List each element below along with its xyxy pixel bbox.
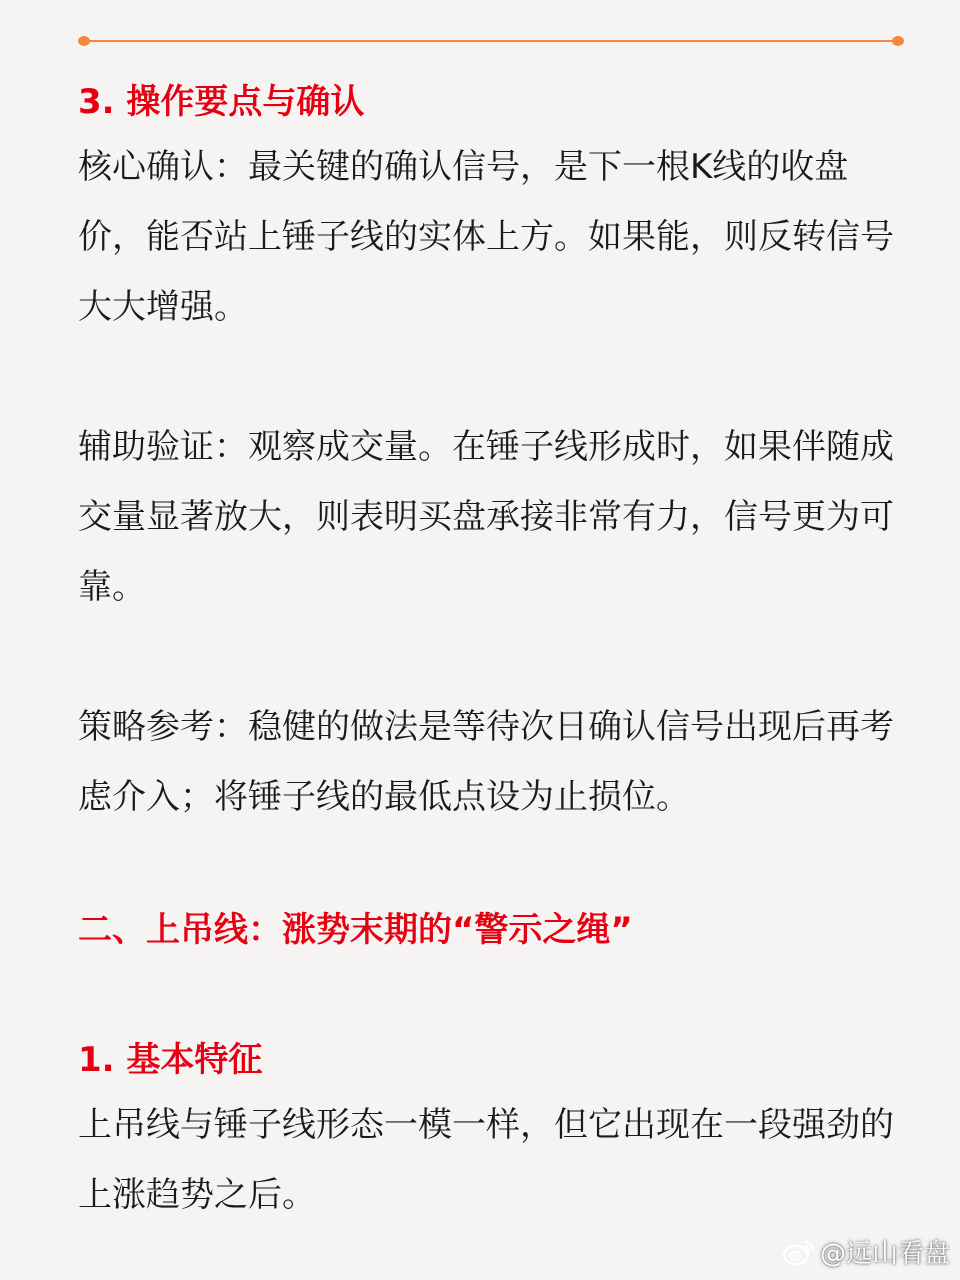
- top-divider: [78, 36, 904, 46]
- section-heading-basic-features: 1. 基本特征: [78, 1040, 263, 1080]
- paragraph-auxiliary-verification: 辅助验证：观察成交量。在锤子线形成时，如果伴随成交量显著放大，则表明买盘承接非常有力，信号更为可靠。: [78, 427, 894, 607]
- watermark-text: @远山看盘: [819, 1239, 950, 1269]
- divider-dot-right: [892, 36, 904, 46]
- section-heading-operation-points: 3. 操作要点与确认: [78, 82, 365, 122]
- paragraph-hanging-man-description: 上吊线与锤子线形态一模一样，但它出现在一段强劲的上涨趋势之后。: [78, 1105, 894, 1215]
- watermark: [782, 1233, 950, 1270]
- weibo-icon: [782, 1238, 816, 1266]
- article-content: [78, 72, 900, 1230]
- section-heading-hanging-man: 二、上吊线：涨势末期的“警示之绳”: [78, 910, 633, 950]
- paragraph-strategy-reference: 策略参考：稳健的做法是等待次日确认信号出现后再考虑介入；将锤子线的最低点设为止损位。: [78, 707, 894, 817]
- paragraph-core-confirmation: 核心确认：最关键的确认信号，是下一根K线的收盘价，能否站上锤子线的实体上方。如果能，则反转信号大大增强。: [78, 147, 894, 327]
- divider-line: [84, 40, 898, 42]
